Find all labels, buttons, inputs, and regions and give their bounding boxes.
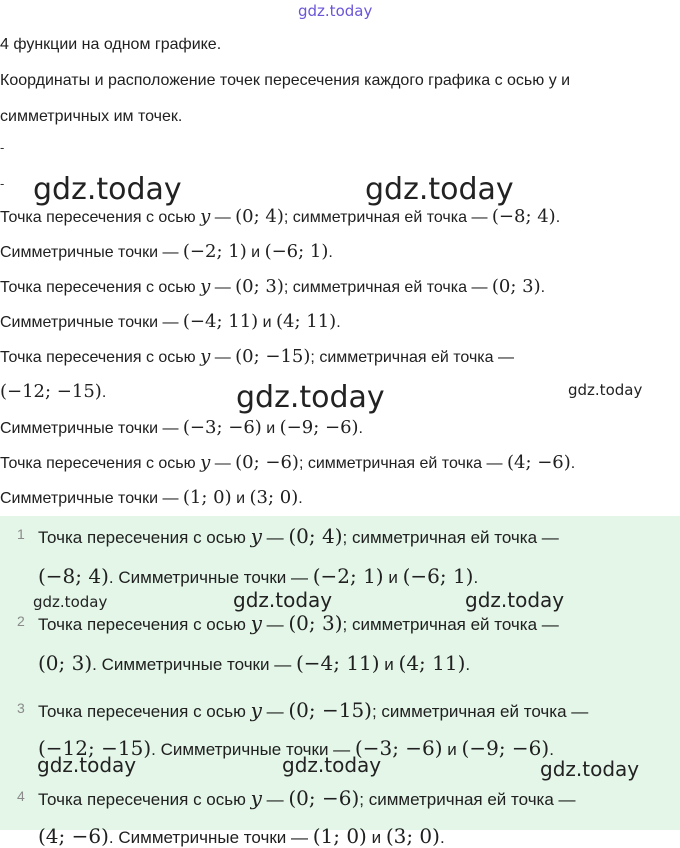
- pairs-prefix: . Симметричные точки —: [151, 740, 355, 759]
- intersection-prefix: Точка пересечения с осью: [38, 790, 251, 809]
- plain-item-2-pairs-line: [0, 311, 341, 332]
- and: и: [261, 420, 280, 437]
- pairs-prefix: Симметричные точки —: [0, 420, 183, 437]
- pairs-prefix: Симметричные точки —: [0, 490, 183, 507]
- watermark-top: gdz.today: [298, 2, 373, 20]
- pair-point-2: (3; 0): [385, 824, 440, 848]
- intersection-point: (0; 3): [235, 276, 284, 297]
- answer-list-panel: [0, 516, 680, 848]
- sym-prefix: ; симметричная ей точка —: [283, 279, 492, 296]
- pair-point-2: (4; 11): [398, 651, 466, 675]
- sym-prefix: ; симметричная ей точка —: [342, 615, 559, 634]
- pair-point-1: (1; 0): [312, 824, 367, 848]
- and: и: [246, 244, 265, 261]
- intersection-prefix: Точка пересечения с осью: [38, 702, 251, 721]
- axis-label: y: [200, 346, 211, 367]
- plain-item-3-symmetric-line: [0, 381, 106, 402]
- intersection-point: (0; 4): [288, 524, 343, 548]
- watermark: gdz.today: [365, 172, 514, 207]
- intersection-prefix: Точка пересечения с осью: [0, 279, 201, 296]
- plain-item-1-pairs-line: [0, 241, 333, 262]
- intersection-point: (0; −15): [288, 698, 372, 722]
- pair-point-1: (−4; 11): [295, 651, 380, 675]
- watermark: gdz.today: [33, 593, 108, 611]
- dash: —: [210, 279, 236, 296]
- watermark: gdz.today: [236, 380, 385, 415]
- symmetric-point: (4; −6): [506, 452, 571, 473]
- symmetric-point: (−12; −15): [0, 381, 102, 402]
- pairs-prefix: Симметричные точки —: [0, 244, 183, 261]
- and: и: [379, 655, 399, 674]
- intro-line-2-text: Координаты и расположение точек пересечения каждого графика с осью y и: [0, 72, 571, 89]
- watermark: gdz.today: [568, 381, 643, 399]
- pair-point-2: (3; 0): [249, 487, 299, 508]
- and: и: [231, 490, 250, 507]
- sym-prefix: ; симметричная ей точка —: [298, 455, 507, 472]
- pair-point-2: (−6; 1): [402, 564, 474, 588]
- plain-item-4-pairs-line: [0, 487, 303, 508]
- dash-1: -: [0, 140, 5, 155]
- intersection-point: (0; 4): [235, 206, 284, 227]
- axis-label: y: [250, 524, 262, 548]
- pair-point-2: (−9; −6): [461, 736, 550, 760]
- intro-line-2: [0, 72, 570, 90]
- dash: —: [261, 615, 289, 634]
- end: .: [336, 314, 341, 331]
- end: .: [298, 490, 303, 507]
- sym-prefix: ; симметричная ей точка —: [283, 209, 492, 226]
- pairs-prefix: . Симметричные точки —: [108, 828, 313, 847]
- end: .: [540, 279, 546, 296]
- pairs-prefix: Симметричные точки —: [0, 314, 183, 331]
- list-item-number: 3: [17, 700, 25, 716]
- dash-2: -: [0, 176, 5, 191]
- plain-item-2-intersection-line: [0, 276, 545, 297]
- intersection-point: (0; −6): [235, 452, 299, 473]
- watermark: gdz.today: [233, 588, 333, 612]
- dash: —: [261, 790, 289, 809]
- end: .: [328, 244, 333, 261]
- sym-prefix: ; симметричная ей точка —: [342, 528, 559, 547]
- end: .: [358, 420, 363, 437]
- list-item-line: [38, 564, 478, 588]
- plain-item-3-pairs-line: [0, 417, 363, 438]
- pair-point-2: (−6; 1): [264, 241, 329, 262]
- pair-point-1: (−3; −6): [182, 417, 262, 438]
- pair-point-2: (4; 11): [276, 311, 337, 332]
- symmetric-point: (4; −6): [38, 824, 109, 848]
- axis-label: y: [200, 452, 211, 473]
- intersection-prefix: Точка пересечения с осью: [38, 528, 251, 547]
- end: .: [101, 384, 107, 401]
- intersection-point: (0; 3): [288, 611, 343, 635]
- axis-label: y: [250, 786, 262, 810]
- pair-point-1: (−2; 1): [182, 241, 247, 262]
- end: .: [473, 568, 479, 587]
- symmetric-point: (−12; −15): [38, 736, 152, 760]
- end: .: [439, 828, 445, 847]
- pair-point-1: (−2; 1): [312, 564, 384, 588]
- intersection-prefix: Точка пересечения с осью: [0, 349, 201, 366]
- dash: —: [261, 528, 289, 547]
- pairs-prefix: . Симметричные точки —: [92, 655, 296, 674]
- intersection-point: (0; −6): [288, 786, 360, 810]
- axis-label: y: [200, 276, 211, 297]
- list-item-line: [38, 786, 576, 810]
- end: .: [465, 655, 471, 674]
- sym-prefix: ; симметричная ей точка —: [310, 349, 514, 366]
- plain-item-1-intersection-line: [0, 206, 560, 227]
- intersection-prefix: Точка пересечения с осью: [38, 615, 251, 634]
- end: .: [549, 740, 554, 759]
- list-item-number: 1: [17, 526, 25, 542]
- and: и: [258, 314, 277, 331]
- dash: —: [210, 209, 236, 226]
- pair-point-2: (−9; −6): [279, 417, 359, 438]
- pair-point-1: (−3; −6): [354, 736, 443, 760]
- watermark: gdz.today: [282, 753, 382, 777]
- watermark: gdz.today: [465, 588, 565, 612]
- and: и: [383, 568, 403, 587]
- axis-label: y: [200, 206, 211, 227]
- dash: —: [261, 702, 289, 721]
- pair-point-1: (1; 0): [182, 487, 232, 508]
- plain-item-4-intersection-line: [0, 452, 575, 473]
- sym-prefix: ; симметричная ей точка —: [359, 790, 576, 809]
- list-item-number: 4: [17, 788, 25, 804]
- symmetric-point: (0; 3): [38, 651, 93, 675]
- axis-label: y: [250, 698, 262, 722]
- intersection-prefix: Точка пересечения с осью: [0, 209, 201, 226]
- axis-label: y: [250, 611, 262, 635]
- symmetric-point: (−8; 4): [38, 564, 109, 588]
- symmetric-point: (0; 3): [491, 276, 541, 297]
- dash: —: [210, 455, 236, 472]
- list-item-line: [38, 824, 445, 848]
- intro-line-1: 4 функции на одном графике.: [0, 36, 222, 53]
- intersection-prefix: Точка пересечения с осью: [0, 455, 201, 472]
- list-item-line: [38, 698, 588, 722]
- and: и: [366, 828, 386, 847]
- list-item-line: [38, 611, 559, 635]
- dash: —: [210, 349, 236, 366]
- end: .: [555, 209, 561, 226]
- list-item-line: [38, 651, 470, 675]
- watermark: gdz.today: [33, 172, 182, 207]
- list-item-line: [38, 524, 559, 548]
- intersection-point: (0; −15): [235, 346, 311, 367]
- watermark: gdz.today: [540, 757, 640, 781]
- watermark: gdz.today: [37, 753, 137, 777]
- sym-prefix: ; симметричная ей точка —: [371, 702, 589, 721]
- end: .: [570, 455, 576, 472]
- list-item-number: 2: [17, 613, 25, 629]
- intro-line-3: симметричных им точек.: [0, 108, 183, 125]
- symmetric-point: (−8; 4): [491, 206, 556, 227]
- pair-point-1: (−4; 11): [182, 311, 259, 332]
- and: и: [442, 740, 462, 759]
- pairs-prefix: . Симметричные точки —: [108, 568, 313, 587]
- plain-item-3-intersection-line: [0, 346, 514, 367]
